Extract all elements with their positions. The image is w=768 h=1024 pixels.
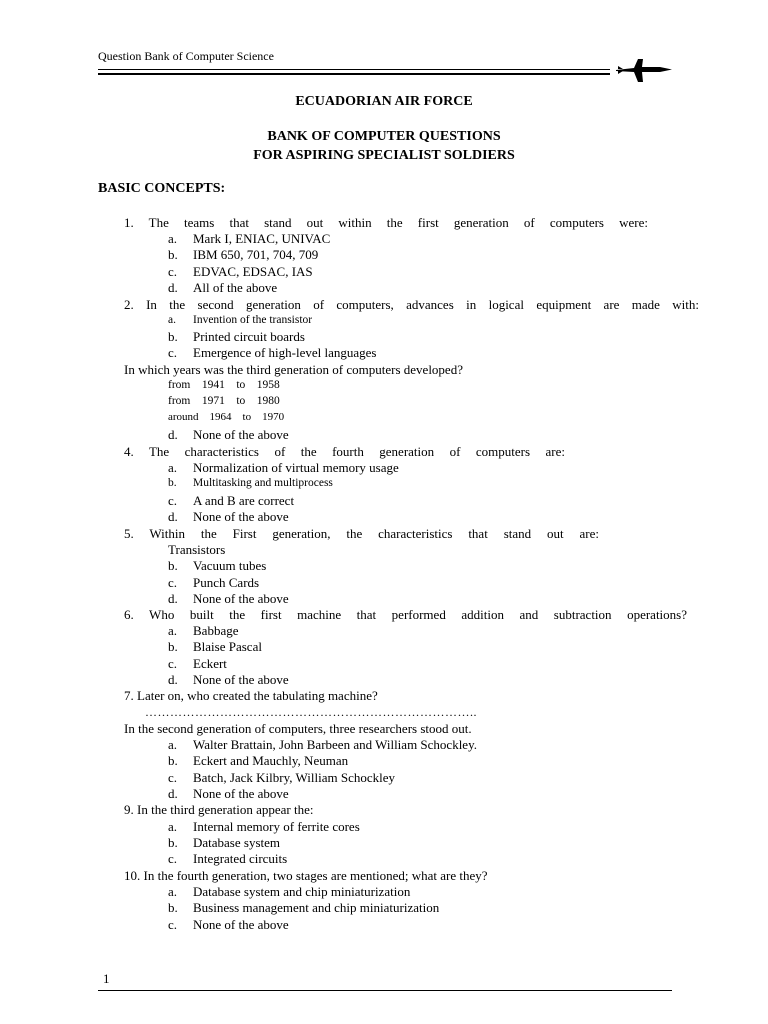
- q8-option-a: a. Walter Brattain, John Barbeen and William Schockley.: [168, 737, 477, 752]
- q3-option-a: from 1941 to 1958: [168, 379, 280, 391]
- q5-option-b: b. Vacuum tubes: [168, 558, 267, 573]
- question-6: 6. Who built the first machine that performed addition and subtraction operations?: [124, 607, 687, 622]
- q5-option-d: d. None of the above: [168, 591, 289, 606]
- q4-option-b: b. Multitasking and multiprocess: [168, 477, 333, 489]
- q6-option-b: b. Blaise Pascal: [168, 639, 262, 654]
- q10-option-c: c. None of the above: [168, 917, 289, 932]
- doc-title-1: ECUADORIAN AIR FORCE: [295, 94, 473, 109]
- q8-option-c: c. Batch, Jack Kilbry, William Schockley: [168, 770, 396, 785]
- q5-option-c: c. Punch Cards: [168, 575, 260, 590]
- q1-option-d: d. All of the above: [168, 280, 278, 295]
- question-4: 4. The characteristics of the fourth generation of computers are:: [124, 444, 565, 459]
- q6-option-c: c. Eckert: [168, 656, 227, 671]
- q4-option-c: c. A and B are correct: [168, 493, 295, 508]
- q9-option-c: c. Integrated circuits: [168, 851, 288, 866]
- question-10: 10. In the fourth generation, two stages are mentioned; what are they?: [124, 868, 488, 883]
- q3-option-b: from 1971 to 1980: [168, 395, 280, 407]
- question-3: In which years was the third generation of computers developed?: [124, 362, 463, 377]
- answer-blank-line: ……………………………………………………………………..: [145, 705, 477, 719]
- q3-option-d: d. None of the above: [168, 427, 289, 442]
- question-2: 2. In the second generation of computers, advances in logical equipment are made with:: [124, 297, 699, 312]
- doc-title-3: FOR ASPIRING SPECIALIST SOLDIERS: [253, 148, 515, 163]
- q1-option-b: b. IBM 650, 701, 704, 709: [168, 247, 319, 262]
- q1-option-c: c. EDVAC, EDSAC, IAS: [168, 264, 313, 279]
- q10-option-a: a. Database system and chip miniaturization: [168, 884, 411, 899]
- question-7: 7. Later on, who created the tabulating machine?: [124, 688, 378, 703]
- question-1: 1. The teams that stand out within the first generation of computers were:: [124, 215, 648, 230]
- q5-option-a: Transistors: [168, 542, 226, 557]
- section-heading: BASIC CONCEPTS:: [98, 181, 226, 196]
- q10-option-b: b. Business management and chip miniaturization: [168, 900, 440, 915]
- q8-option-b: b. Eckert and Mauchly, Neuman: [168, 753, 349, 768]
- q9-option-a: a. Internal memory of ferrite cores: [168, 819, 360, 834]
- fighter-jet-icon: [614, 57, 674, 85]
- q2-option-b: b. Printed circuit boards: [168, 329, 305, 344]
- header-rule-thick: [98, 73, 610, 75]
- doc-title-2: BANK OF COMPUTER QUESTIONS: [267, 129, 501, 144]
- q9-option-b: b. Database system: [168, 835, 281, 850]
- q8-option-d: d. None of the above: [168, 786, 289, 801]
- q2-option-a: a. Invention of the transistor: [168, 314, 313, 326]
- q1-option-a: a. Mark I, ENIAC, UNIVAC: [168, 231, 331, 246]
- footer-rule: [98, 990, 672, 991]
- question-9: 9. In the third generation appear the:: [124, 802, 314, 817]
- page-number: 1: [103, 971, 110, 986]
- q6-option-a: a. Babbage: [168, 623, 239, 638]
- question-5: 5. Within the First generation, the characteristics that stand out are:: [124, 526, 599, 541]
- q6-option-d: d. None of the above: [168, 672, 289, 687]
- q3-option-c: around 1964 to 1970: [168, 411, 285, 423]
- question-8: In the second generation of computers, three researchers stood out.: [124, 721, 472, 736]
- header-title: Question Bank of Computer Science: [98, 49, 274, 63]
- q4-option-d: d. None of the above: [168, 509, 289, 524]
- header-rule-thin: [98, 69, 610, 70]
- q2-option-c: c. Emergence of high-level languages: [168, 345, 377, 360]
- q4-option-a: a. Normalization of virtual memory usage: [168, 460, 399, 475]
